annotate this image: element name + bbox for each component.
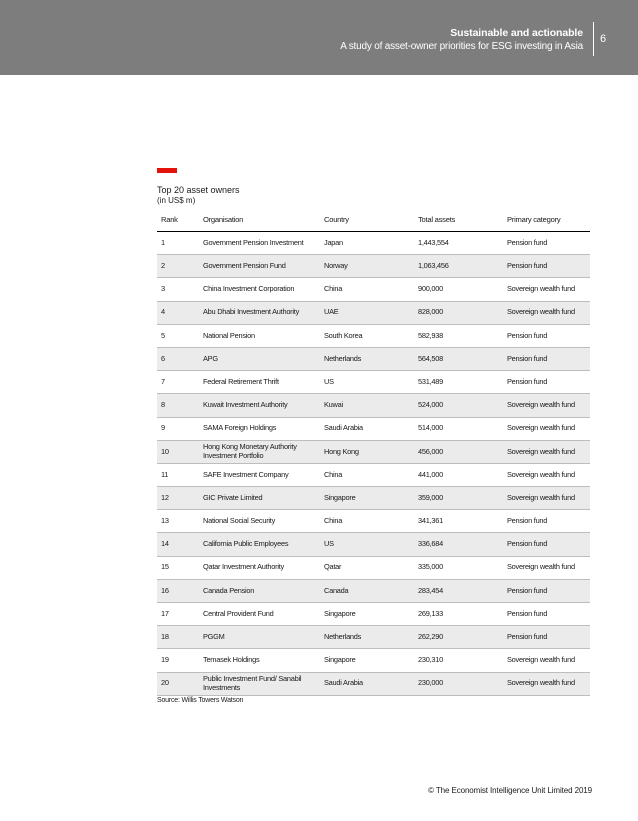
cell-primary-category: Pension fund: [503, 533, 590, 556]
table-row: [157, 417, 590, 440]
cell-primary-category: Sovereign wealth fund: [503, 417, 590, 440]
cell-rank: 8: [157, 394, 199, 417]
cell-primary-category: Pension fund: [503, 510, 590, 533]
table-unit: (in US$ m): [157, 196, 196, 205]
cell-rank: 7: [157, 371, 199, 394]
cell-primary-category: Sovereign wealth fund: [503, 463, 590, 486]
table-row: [157, 301, 590, 324]
cell-organisation: SAFE Investment Company: [199, 463, 320, 486]
header-divider: [593, 22, 594, 56]
cell-country: Singapore: [320, 649, 414, 672]
cell-organisation: Public Investment Fund/ Sanabil Investments: [199, 672, 320, 695]
cell-total-assets: 359,000: [414, 487, 503, 510]
cell-country: Singapore: [320, 603, 414, 626]
column-header-rank: Rank: [157, 207, 199, 232]
cell-rank: 6: [157, 347, 199, 370]
source-note: Source: Willis Towers Watson: [157, 697, 244, 704]
cell-total-assets: 441,000: [414, 463, 503, 486]
cell-country: Canada: [320, 579, 414, 602]
column-header-total-assets: Total assets: [414, 207, 503, 232]
cell-rank: 12: [157, 487, 199, 510]
cell-country: Hong Kong: [320, 440, 414, 463]
cell-total-assets: 1,443,554: [414, 232, 503, 255]
cell-total-assets: 900,000: [414, 278, 503, 301]
cell-primary-category: Sovereign wealth fund: [503, 487, 590, 510]
cell-organisation: California Public Employees: [199, 533, 320, 556]
cell-total-assets: 230,310: [414, 649, 503, 672]
cell-organisation: SAMA Foreign Holdings: [199, 417, 320, 440]
cell-country: Netherlands: [320, 347, 414, 370]
asset-owners-table: [157, 207, 590, 696]
table-row: [157, 579, 590, 602]
cell-rank: 18: [157, 626, 199, 649]
cell-organisation: Federal Retirement Thrift: [199, 371, 320, 394]
column-header-organisation: Organisation: [199, 207, 320, 232]
table-row: [157, 324, 590, 347]
page-number: 6: [600, 33, 607, 45]
cell-rank: 10: [157, 440, 199, 463]
cell-total-assets: 564,508: [414, 347, 503, 370]
cell-rank: 19: [157, 649, 199, 672]
cell-country: China: [320, 510, 414, 533]
table-row: [157, 510, 590, 533]
report-subtitle: A study of asset-owner priorities for ESG investing in Asia: [340, 41, 583, 52]
cell-primary-category: Pension fund: [503, 579, 590, 602]
cell-country: Singapore: [320, 487, 414, 510]
cell-organisation: Central Provident Fund: [199, 603, 320, 626]
cell-primary-category: Sovereign wealth fund: [503, 672, 590, 695]
cell-organisation: Government Pension Investment: [199, 232, 320, 255]
cell-rank: 4: [157, 301, 199, 324]
cell-country: Netherlands: [320, 626, 414, 649]
cell-total-assets: 524,000: [414, 394, 503, 417]
cell-total-assets: 582,938: [414, 324, 503, 347]
table-row: [157, 347, 590, 370]
cell-country: Saudi Arabia: [320, 672, 414, 695]
cell-country: Norway: [320, 255, 414, 278]
cell-rank: 5: [157, 324, 199, 347]
cell-organisation: Abu Dhabi Investment Authority: [199, 301, 320, 324]
cell-total-assets: 269,133: [414, 603, 503, 626]
cell-country: South Korea: [320, 324, 414, 347]
cell-rank: 2: [157, 255, 199, 278]
cell-total-assets: 1,063,456: [414, 255, 503, 278]
table-row: [157, 440, 590, 463]
cell-total-assets: 230,000: [414, 672, 503, 695]
table-row: [157, 556, 590, 579]
cell-primary-category: Sovereign wealth fund: [503, 440, 590, 463]
cell-primary-category: Pension fund: [503, 232, 590, 255]
cell-primary-category: Sovereign wealth fund: [503, 301, 590, 324]
cell-primary-category: Pension fund: [503, 626, 590, 649]
cell-organisation: PGGM: [199, 626, 320, 649]
cell-total-assets: 456,000: [414, 440, 503, 463]
cell-organisation: Canada Pension: [199, 579, 320, 602]
cell-total-assets: 335,000: [414, 556, 503, 579]
copyright: © The Economist Intelligence Unit Limited 2019: [428, 786, 592, 795]
cell-rank: 20: [157, 672, 199, 695]
cell-total-assets: 514,000: [414, 417, 503, 440]
cell-primary-category: Pension fund: [503, 347, 590, 370]
column-header-primary-category: Primary category: [503, 207, 590, 232]
cell-total-assets: 336,684: [414, 533, 503, 556]
table-row: [157, 649, 590, 672]
cell-total-assets: 531,489: [414, 371, 503, 394]
table-body: [157, 232, 590, 696]
table-row: [157, 255, 590, 278]
cell-rank: 16: [157, 579, 199, 602]
cell-organisation: Temasek Holdings: [199, 649, 320, 672]
cell-country: US: [320, 533, 414, 556]
cell-country: China: [320, 278, 414, 301]
table-row: [157, 394, 590, 417]
cell-primary-category: Pension fund: [503, 603, 590, 626]
cell-rank: 15: [157, 556, 199, 579]
cell-primary-category: Pension fund: [503, 255, 590, 278]
cell-primary-category: Sovereign wealth fund: [503, 278, 590, 301]
cell-rank: 9: [157, 417, 199, 440]
cell-country: Japan: [320, 232, 414, 255]
cell-total-assets: 283,454: [414, 579, 503, 602]
page-header: [0, 0, 638, 75]
table-title: Top 20 asset owners: [157, 185, 240, 195]
table-row: [157, 487, 590, 510]
table-row: [157, 278, 590, 301]
cell-organisation: National Social Security: [199, 510, 320, 533]
cell-organisation: GIC Private Limited: [199, 487, 320, 510]
table-row: [157, 533, 590, 556]
cell-organisation: Kuwait Investment Authority: [199, 394, 320, 417]
cell-rank: 11: [157, 463, 199, 486]
cell-organisation: Government Pension Fund: [199, 255, 320, 278]
cell-organisation: APG: [199, 347, 320, 370]
cell-country: Kuwai: [320, 394, 414, 417]
cell-rank: 3: [157, 278, 199, 301]
table-row: [157, 232, 590, 255]
cell-total-assets: 828,000: [414, 301, 503, 324]
cell-rank: 17: [157, 603, 199, 626]
table-row: [157, 626, 590, 649]
cell-primary-category: Pension fund: [503, 371, 590, 394]
cell-primary-category: Pension fund: [503, 324, 590, 347]
cell-country: Saudi Arabia: [320, 417, 414, 440]
cell-organisation: Qatar Investment Authority: [199, 556, 320, 579]
cell-primary-category: Sovereign wealth fund: [503, 394, 590, 417]
cell-country: US: [320, 371, 414, 394]
cell-country: UAE: [320, 301, 414, 324]
column-header-country: Country: [320, 207, 414, 232]
cell-country: China: [320, 463, 414, 486]
cell-rank: 1: [157, 232, 199, 255]
cell-country: Qatar: [320, 556, 414, 579]
table-row: [157, 371, 590, 394]
table-header-row: [157, 207, 590, 232]
cell-total-assets: 341,361: [414, 510, 503, 533]
cell-total-assets: 262,290: [414, 626, 503, 649]
cell-primary-category: Sovereign wealth fund: [503, 649, 590, 672]
table-row: [157, 603, 590, 626]
report-title: Sustainable and actionable: [450, 27, 583, 39]
cell-organisation: China Investment Corporation: [199, 278, 320, 301]
cell-rank: 13: [157, 510, 199, 533]
table-row: [157, 672, 590, 695]
cell-organisation: Hong Kong Monetary Authority Investment Portfolio: [199, 440, 320, 463]
cell-rank: 14: [157, 533, 199, 556]
accent-mark: [157, 168, 177, 173]
table-row: [157, 463, 590, 486]
cell-primary-category: Sovereign wealth fund: [503, 556, 590, 579]
cell-organisation: National Pension: [199, 324, 320, 347]
